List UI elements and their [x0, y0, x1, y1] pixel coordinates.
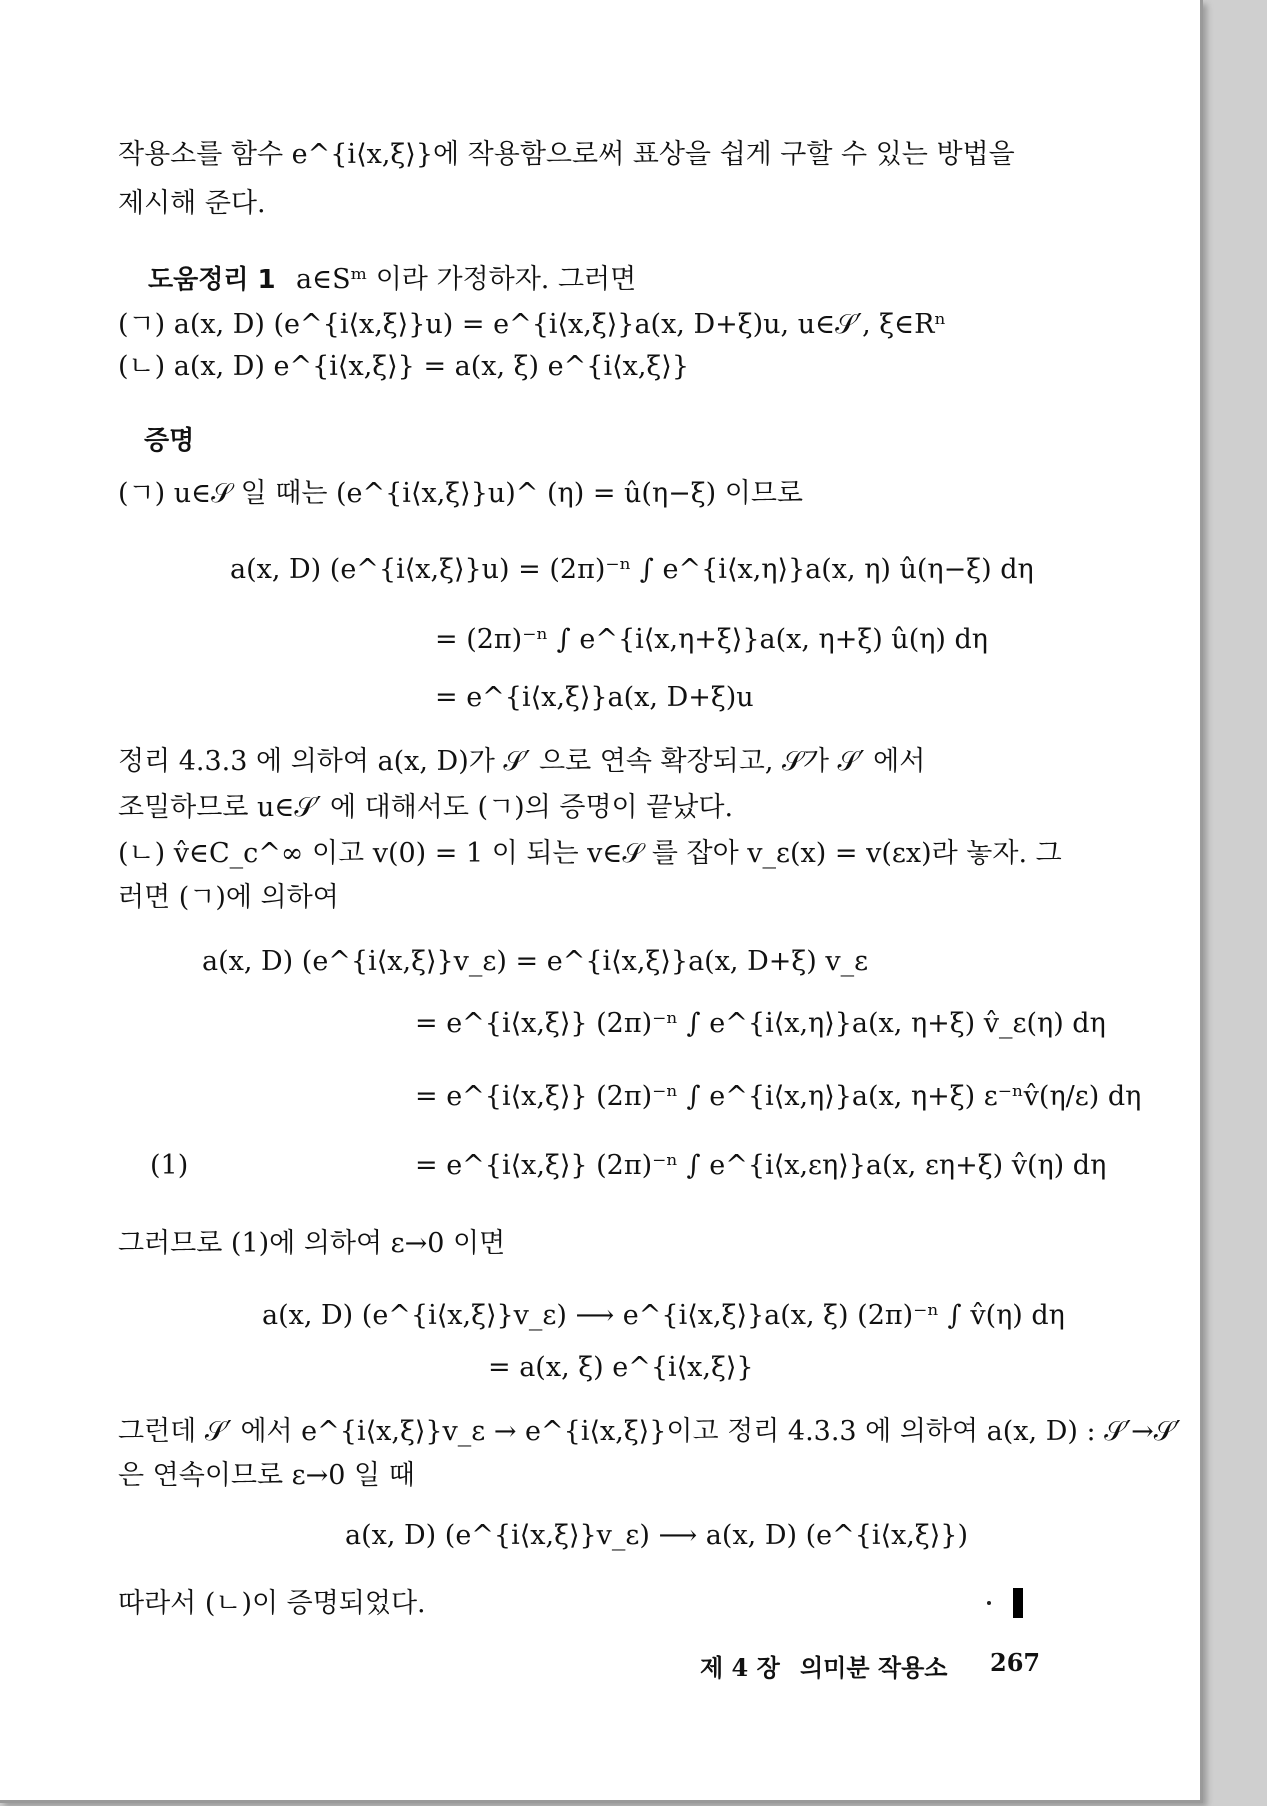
equation-line: = e^{i⟨x,ξ⟩} (2π)⁻ⁿ ∫ e^{i⟨x,η⟩}a(x, η+ξ) v̂_ε(η) dη [415, 1008, 1106, 1039]
equation-line: = e^{i⟨x,ξ⟩}a(x, D+ξ)u [435, 682, 754, 713]
equation-line: = e^{i⟨x,ξ⟩} (2π)⁻ⁿ ∫ e^{i⟨x,η⟩}a(x, η+ξ) ε⁻ⁿv̂(η/ε) dη [415, 1081, 1142, 1112]
equation-line: = a(x, ξ) e^{i⟨x,ξ⟩} [488, 1352, 754, 1383]
equation-line: a(x, D) (e^{i⟨x,ξ⟩}v_ε) = e^{i⟨x,ξ⟩}a(x, D+ξ) v_ε [202, 946, 869, 977]
text-line: 조밀하므로 u∈𝒮′ 에 대해서도 (ㄱ)의 증명이 끝났다. [118, 792, 734, 823]
proof-heading: 증명 [144, 426, 195, 456]
text-line: 작용소를 함수 e^{i⟨x,ξ⟩}에 작용함으로써 표상을 쉽게 구할 수 있는 방법을 [118, 139, 1015, 170]
proof-part-a: (ㄱ) u∈𝒮 일 때는 (e^{i⟨x,ξ⟩}u)^ (η) = û(η−ξ) 이므로 [118, 478, 803, 509]
lemma-part-a: (ㄱ) a(x, D) (e^{i⟨x,ξ⟩}u) = e^{i⟨x,ξ⟩}a(x, D+ξ)u, u∈𝒮′, ξ∈Rⁿ [118, 309, 947, 340]
text-line: 따라서 (ㄴ)이 증명되었다. [118, 1588, 426, 1619]
equation-line: a(x, D) (e^{i⟨x,ξ⟩}u) = (2π)⁻ⁿ ∫ e^{i⟨x,η⟩}a(x, η) û(η−ξ) dη [230, 554, 1034, 585]
text-line: 러면 (ㄱ)에 의하여 [118, 882, 339, 913]
text-line: (ㄴ) v̂∈C_c^∞ 이고 v(0) = 1 이 되는 v∈𝒮 를 잡아 v_ε(x) = v(εx)라 놓자. 그 [118, 838, 1062, 869]
equation-line: a(x, D) (e^{i⟨x,ξ⟩}v_ε) ⟶ a(x, D) (e^{i⟨x,ξ⟩}) [345, 1520, 969, 1551]
equation-line: a(x, D) (e^{i⟨x,ξ⟩}v_ε) ⟶ e^{i⟨x,ξ⟩}a(x, ξ) (2π)⁻ⁿ ∫ v̂(η) dη [262, 1300, 1065, 1331]
lemma-statement: a∈Sᵐ 이라 가정하자. 그러면 [296, 264, 637, 295]
text-line: 제시해 준다. [118, 188, 266, 219]
equation-number: (1) [150, 1150, 189, 1181]
equation-line: = e^{i⟨x,ξ⟩} (2π)⁻ⁿ ∫ e^{i⟨x,εη⟩}a(x, εη+ξ) v̂(η) dη [415, 1150, 1107, 1181]
stray-dot [987, 1601, 991, 1605]
page-number: 267 [990, 1648, 1041, 1677]
text-line: 그러므로 (1)에 의하여 ε→0 이면 [118, 1228, 506, 1259]
footer-chapter: 제 4 장 [700, 1653, 780, 1682]
equation-line: = (2π)⁻ⁿ ∫ e^{i⟨x,η+ξ⟩}a(x, η+ξ) û(η) dη [435, 624, 988, 655]
text-line: 그런데 𝒮′ 에서 e^{i⟨x,ξ⟩}v_ε → e^{i⟨x,ξ⟩}이고 정리 4.3.3 에 의하여 a(x, D) : 𝒮′→𝒮′ [118, 1416, 1181, 1447]
lemma-part-b: (ㄴ) a(x, D) e^{i⟨x,ξ⟩} = a(x, ξ) e^{i⟨x,ξ⟩} [118, 351, 689, 382]
lemma-heading: 도움정리 1 [148, 265, 276, 295]
text-line: 정리 4.3.3 에 의하여 a(x, D)가 𝒮′ 으로 연속 확장되고, 𝒮가 𝒮′ 에서 [118, 746, 926, 777]
end-of-proof-mark [1013, 1588, 1023, 1618]
footer-title: 의미분 작용소 [800, 1653, 948, 1682]
text-line: 은 연속이므로 ε→0 일 때 [118, 1460, 415, 1491]
